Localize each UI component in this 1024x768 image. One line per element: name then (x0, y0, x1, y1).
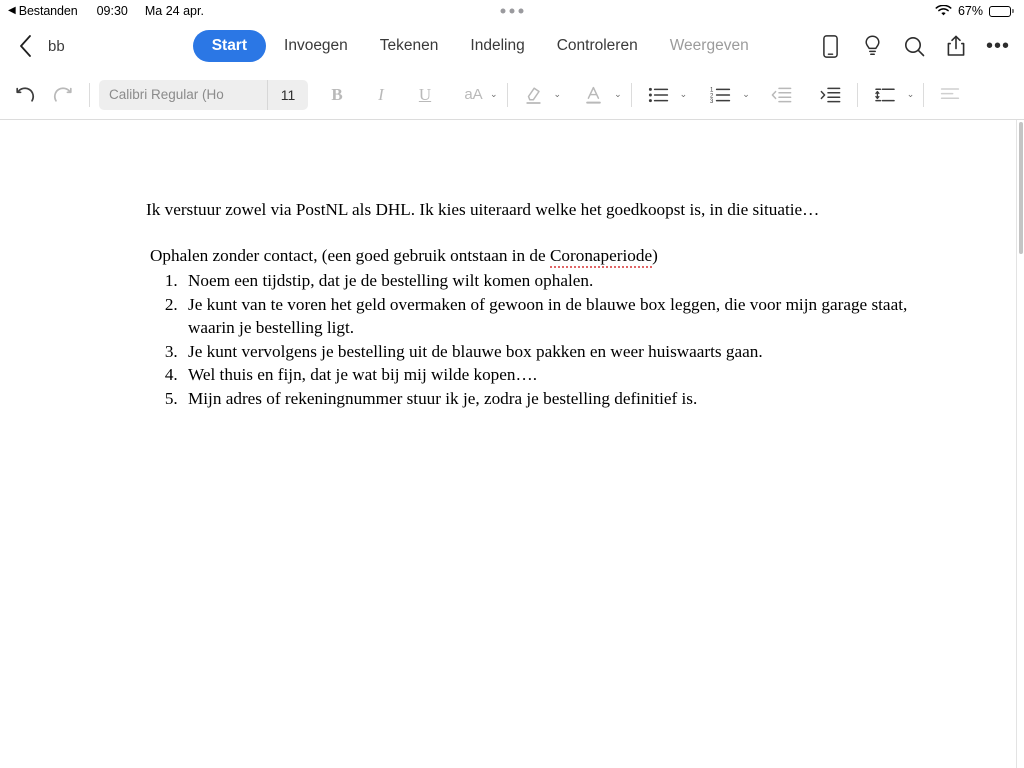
multitask-handle[interactable] (501, 9, 524, 14)
status-time: 09:30 (96, 4, 128, 18)
tab-indeling[interactable]: Indeling (470, 37, 525, 54)
list-item[interactable]: 5. Mijn adres of rekeningnummer stuur ik je, zodra je bestelling definitief is. (182, 387, 927, 411)
list-item[interactable]: 2. Je kunt van te voren het geld overmaken of gewoon in de blauwe box leggen, die voor mijn garage staat, waarin je bestelling ligt. (182, 293, 927, 340)
back-button[interactable] (8, 29, 42, 63)
mobile-view-icon[interactable] (818, 33, 842, 59)
font-controls (99, 80, 308, 110)
battery-percentage: 67% (957, 4, 983, 18)
italic-button[interactable]: I (378, 84, 384, 104)
status-bar-right (935, 4, 1014, 18)
svg-text:2: 2 (710, 92, 714, 99)
increase-indent-icon[interactable] (813, 78, 848, 112)
numbered-list[interactable] (146, 269, 927, 410)
lead-text-before: Ophalen zonder contact, (een goed gebruik ontstaan in de (150, 245, 550, 265)
wifi-icon (935, 5, 952, 17)
misspelled-word[interactable]: Coronaperiode (550, 246, 652, 268)
font-size-field[interactable]: 11 (280, 86, 296, 103)
toolbar-divider (631, 83, 632, 107)
lightbulb-icon[interactable] (860, 33, 884, 59)
handle-dot (510, 9, 515, 14)
tab-invoegen[interactable]: Invoegen (284, 37, 348, 54)
redo-icon[interactable] (44, 78, 80, 112)
lead-text-after: ) (652, 245, 658, 265)
highlight-color-icon[interactable] (517, 78, 550, 112)
decrease-indent-icon[interactable] (764, 78, 799, 112)
line-spacing-icon[interactable] (867, 78, 903, 112)
search-icon[interactable] (902, 33, 926, 59)
chevron-down-icon[interactable]: ⌄ (906, 89, 915, 99)
align-left-icon[interactable] (933, 78, 967, 112)
tab-tekenen[interactable]: Tekenen (379, 37, 439, 54)
font-color-icon[interactable] (577, 78, 610, 112)
more-options-icon[interactable]: ••• (986, 35, 1011, 57)
document-page[interactable] (0, 120, 1017, 768)
status-bar-left (8, 4, 204, 18)
back-to-app-label[interactable]: Bestanden (18, 4, 78, 18)
tab-start[interactable]: Start (193, 30, 266, 62)
paragraph-lead[interactable] (150, 244, 927, 268)
svg-text:1: 1 (710, 87, 714, 94)
numbered-list-control[interactable] (703, 78, 750, 112)
list-item[interactable]: 1. Noem een tijdstip, dat je de bestelling wilt komen ophalen. (182, 269, 927, 293)
numbered-list-icon[interactable] (703, 78, 738, 112)
font-name-field[interactable]: Calibri Regular (Ho (109, 86, 224, 102)
app-bar-actions (818, 33, 1012, 59)
vertical-scrollbar[interactable] (1017, 120, 1024, 768)
toolbar-divider (923, 83, 924, 107)
text-case-button[interactable]: aA (464, 86, 483, 103)
chevron-down-icon[interactable]: ⌄ (614, 89, 622, 99)
document-body[interactable] (146, 198, 927, 411)
toolbar-divider (857, 83, 858, 107)
svg-text:3: 3 (710, 98, 714, 104)
list-item[interactable]: 4. Wel thuis en fijn, dat je wat bij mij wilde kopen…. (182, 363, 927, 387)
tab-controleren[interactable]: Controleren (556, 37, 638, 54)
line-spacing-control[interactable] (867, 78, 915, 112)
battery-icon (989, 6, 1014, 17)
underline-button[interactable]: U (418, 84, 432, 104)
format-toolbar (0, 70, 1024, 120)
status-date: Ma 24 apr. (144, 4, 204, 18)
text-case-control[interactable] (456, 78, 498, 112)
handle-dot (501, 9, 506, 14)
document-title[interactable]: bb (48, 37, 65, 55)
chevron-down-icon[interactable]: ⌄ (742, 89, 750, 99)
scrollbar-thumb[interactable] (1019, 122, 1023, 254)
highlight-control[interactable] (517, 78, 562, 112)
status-bar (0, 0, 1024, 22)
document-area[interactable] (0, 120, 1024, 768)
bulleted-list-control[interactable] (641, 78, 688, 112)
chevron-down-icon[interactable]: ⌄ (490, 89, 498, 99)
app-bar (0, 22, 1024, 70)
bulleted-list-icon[interactable] (641, 78, 676, 112)
undo-icon[interactable] (8, 78, 44, 112)
chevron-down-icon[interactable]: ⌄ (553, 89, 562, 99)
toolbar-divider (89, 83, 90, 107)
tab-weergeven[interactable]: Weergeven (669, 37, 749, 54)
ribbon-tabs (193, 30, 763, 62)
handle-dot (519, 9, 524, 14)
bold-button[interactable]: B (331, 84, 343, 104)
chevron-down-icon[interactable]: ⌄ (679, 89, 688, 99)
toolbar-divider (507, 83, 508, 107)
font-color-control[interactable] (577, 78, 622, 112)
paragraph-intro[interactable]: Ik verstuur zowel via PostNL als DHL. Ik kies uiteraard welke het goedkoopst is, in die situatie… (146, 200, 820, 219)
share-icon[interactable] (944, 33, 968, 59)
list-item[interactable]: 3. Je kunt vervolgens je bestelling uit de blauwe box pakken en weer huiswaarts gaan. (182, 340, 927, 364)
back-to-app-icon[interactable]: ◀ (8, 5, 16, 16)
